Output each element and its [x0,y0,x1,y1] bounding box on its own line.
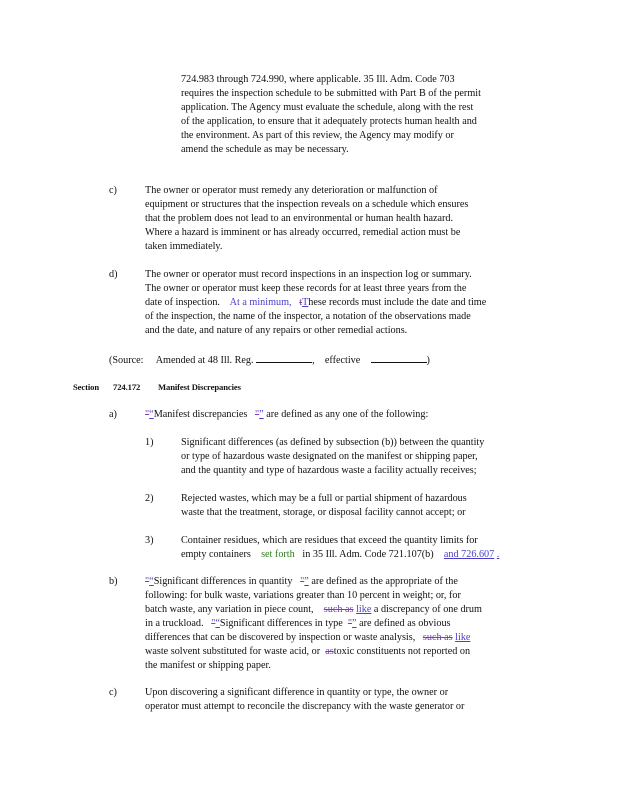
text-run: are defined as the appropriate of the [311,576,458,587]
text-line: taken immediately. [145,241,223,252]
text-run: batch waste, any variation in piece count, [145,604,314,615]
blank-effective-field [371,352,427,363]
inserted-text: “ [149,576,154,587]
inserted-text: like [356,604,372,615]
item-label: c) [109,185,117,196]
text-line: application. The Agency must evaluate the schedule, along with the rest [181,102,474,113]
section-title: Manifest Discrepancies [158,382,241,392]
deleted-text: " [254,409,260,420]
section-number: 724.172 [113,382,141,392]
text-line: of the application, to ensure that it adequately protects human health and [181,116,477,127]
inserted-text: and 726.607 [443,549,495,560]
item-label: d) [109,269,118,280]
subitem-label: 1) [145,437,154,448]
item-label: a) [109,409,117,420]
text-line [145,603,535,617]
paragraph-c-reconcile [145,686,530,714]
deleted-text: " [211,618,216,629]
text-line [145,408,525,422]
text-line: Rejected wastes, which may be a full or partial shipment of hazardous [181,493,467,504]
source-open: (Source: [109,355,144,366]
text-line: that the problem does not lead to an environmental or human health hazard. [145,213,454,224]
text-line: The owner or operator must remedy any deterioration or malfunction of [145,185,438,196]
text-run: empty containers [181,549,251,560]
subparagraph-2 [181,492,521,520]
text-line: Container residues, which are residues that exceed the quantity limits for [181,535,478,546]
deleted-text: " [145,576,150,587]
text-line: equipment or structures that the inspection reveals on a schedule which ensures [145,199,469,210]
text-run: in 35 Ill. Adm. Code 721.107(b) [302,549,434,560]
inserted-text: T [302,297,309,308]
inserted-text: set forth [261,549,295,560]
inserted-period: . [496,549,500,560]
text-line: Upon discovering a significant difference in quantity or type, the owner or [145,687,449,698]
section-word: Section [73,382,100,392]
deleted-text: such as [422,632,453,643]
inserted-text: At a minimum, [229,297,292,308]
intro-paragraph [181,73,531,157]
deleted-text: " [300,576,305,587]
inserted-text: “ [149,409,154,420]
text-line: or type of hazardous waste designated on the manifest or shipping paper, [181,451,478,462]
inserted-text: “ [215,618,220,629]
paragraph-c-remedy [145,184,525,254]
text-run: Significant differences in quantity [153,576,293,587]
subparagraph-1 [181,436,536,478]
text-line [145,617,535,631]
text-line [145,296,540,310]
text-line [145,575,535,589]
item-label: b) [109,576,118,587]
text-run: Significant differences in type [219,618,343,629]
inserted-text: like [455,632,471,643]
source-effective: effective [324,355,361,366]
item-label: c) [109,687,117,698]
text-line: The owner or operator must keep these records for at least three years from the [145,283,467,294]
deleted-text: as [325,646,334,657]
text-run: a discrepancy of one drum [373,604,482,615]
inserted-text: ” [304,576,309,587]
subitem-label: 3) [145,535,154,546]
subparagraph-3 [181,534,536,562]
text-line [145,645,535,659]
text-line: waste that the treatment, storage, or disposal facility cannot accept; or [181,507,466,518]
text-run: waste solvent substituted for waste acid, or [145,646,321,657]
text-run: in a truckload. [145,618,204,629]
text-line: Significant differences (as defined by subsection (b)) between the quantity [181,437,485,448]
text-line: The owner or operator must record inspections in an inspection log or summary. [145,269,472,280]
text-line [109,352,509,368]
text-run: differences that can be discovered by inspection or waste analysis, [145,632,416,643]
inserted-text: ” [259,409,264,420]
deleted-text: such as [323,604,354,615]
defined-term: Manifest discrepancies [153,409,248,420]
source-comma: , [312,355,315,366]
text-line: Where a hazard is imminent or has already occurred, remedial action must be [145,227,461,238]
text-line: following: for bulk waste, variations greater than 10 percent in weight; or, for [145,590,461,601]
text-line [181,548,536,562]
deleted-text: t [299,297,303,308]
text-line: of the inspection, the name of the inspector, a notation of the observations made [145,311,471,322]
text-line: operator must attempt to reconcile the discrepancy with the waste generator or [145,701,465,712]
source-amended: Amended at 48 Ill. Reg. [155,355,254,366]
inserted-text: ” [352,618,357,629]
paragraph-b-significant-differences [145,575,535,673]
deleted-text: " [347,618,353,629]
text-line: the manifest or shipping paper. [145,660,271,671]
text-run: toxic constituents not reported on [333,646,471,657]
text-line: 724.983 through 724.990, where applicable. 35 Ill. Adm. Code 703 [181,74,455,85]
subitem-label: 2) [145,493,154,504]
text-line: and the date, and nature of any repairs or other remedial actions. [145,325,408,336]
source-note [109,352,509,368]
deleted-text: " [145,409,150,420]
text-line: amend the schedule as may be necessary. [181,144,349,155]
text-line: requires the inspection schedule to be submitted with Part B of the permit [181,88,481,99]
text-line [145,631,535,645]
text-run: are defined as any one of the following: [266,409,429,420]
paragraph-d-records [145,268,540,338]
text-line: the environment. As part of this review, the Agency may modify or [181,130,454,141]
text-run: date of inspection. [145,297,220,308]
blank-register-field [256,352,312,363]
text-line: and the quantity and type of hazardous waste a facility actually receives; [181,465,477,476]
text-run: hese records must include the date and time [308,297,487,308]
source-close: ) [426,355,430,366]
text-run: are defined as obvious [359,618,451,629]
paragraph-a-definition [145,408,525,422]
